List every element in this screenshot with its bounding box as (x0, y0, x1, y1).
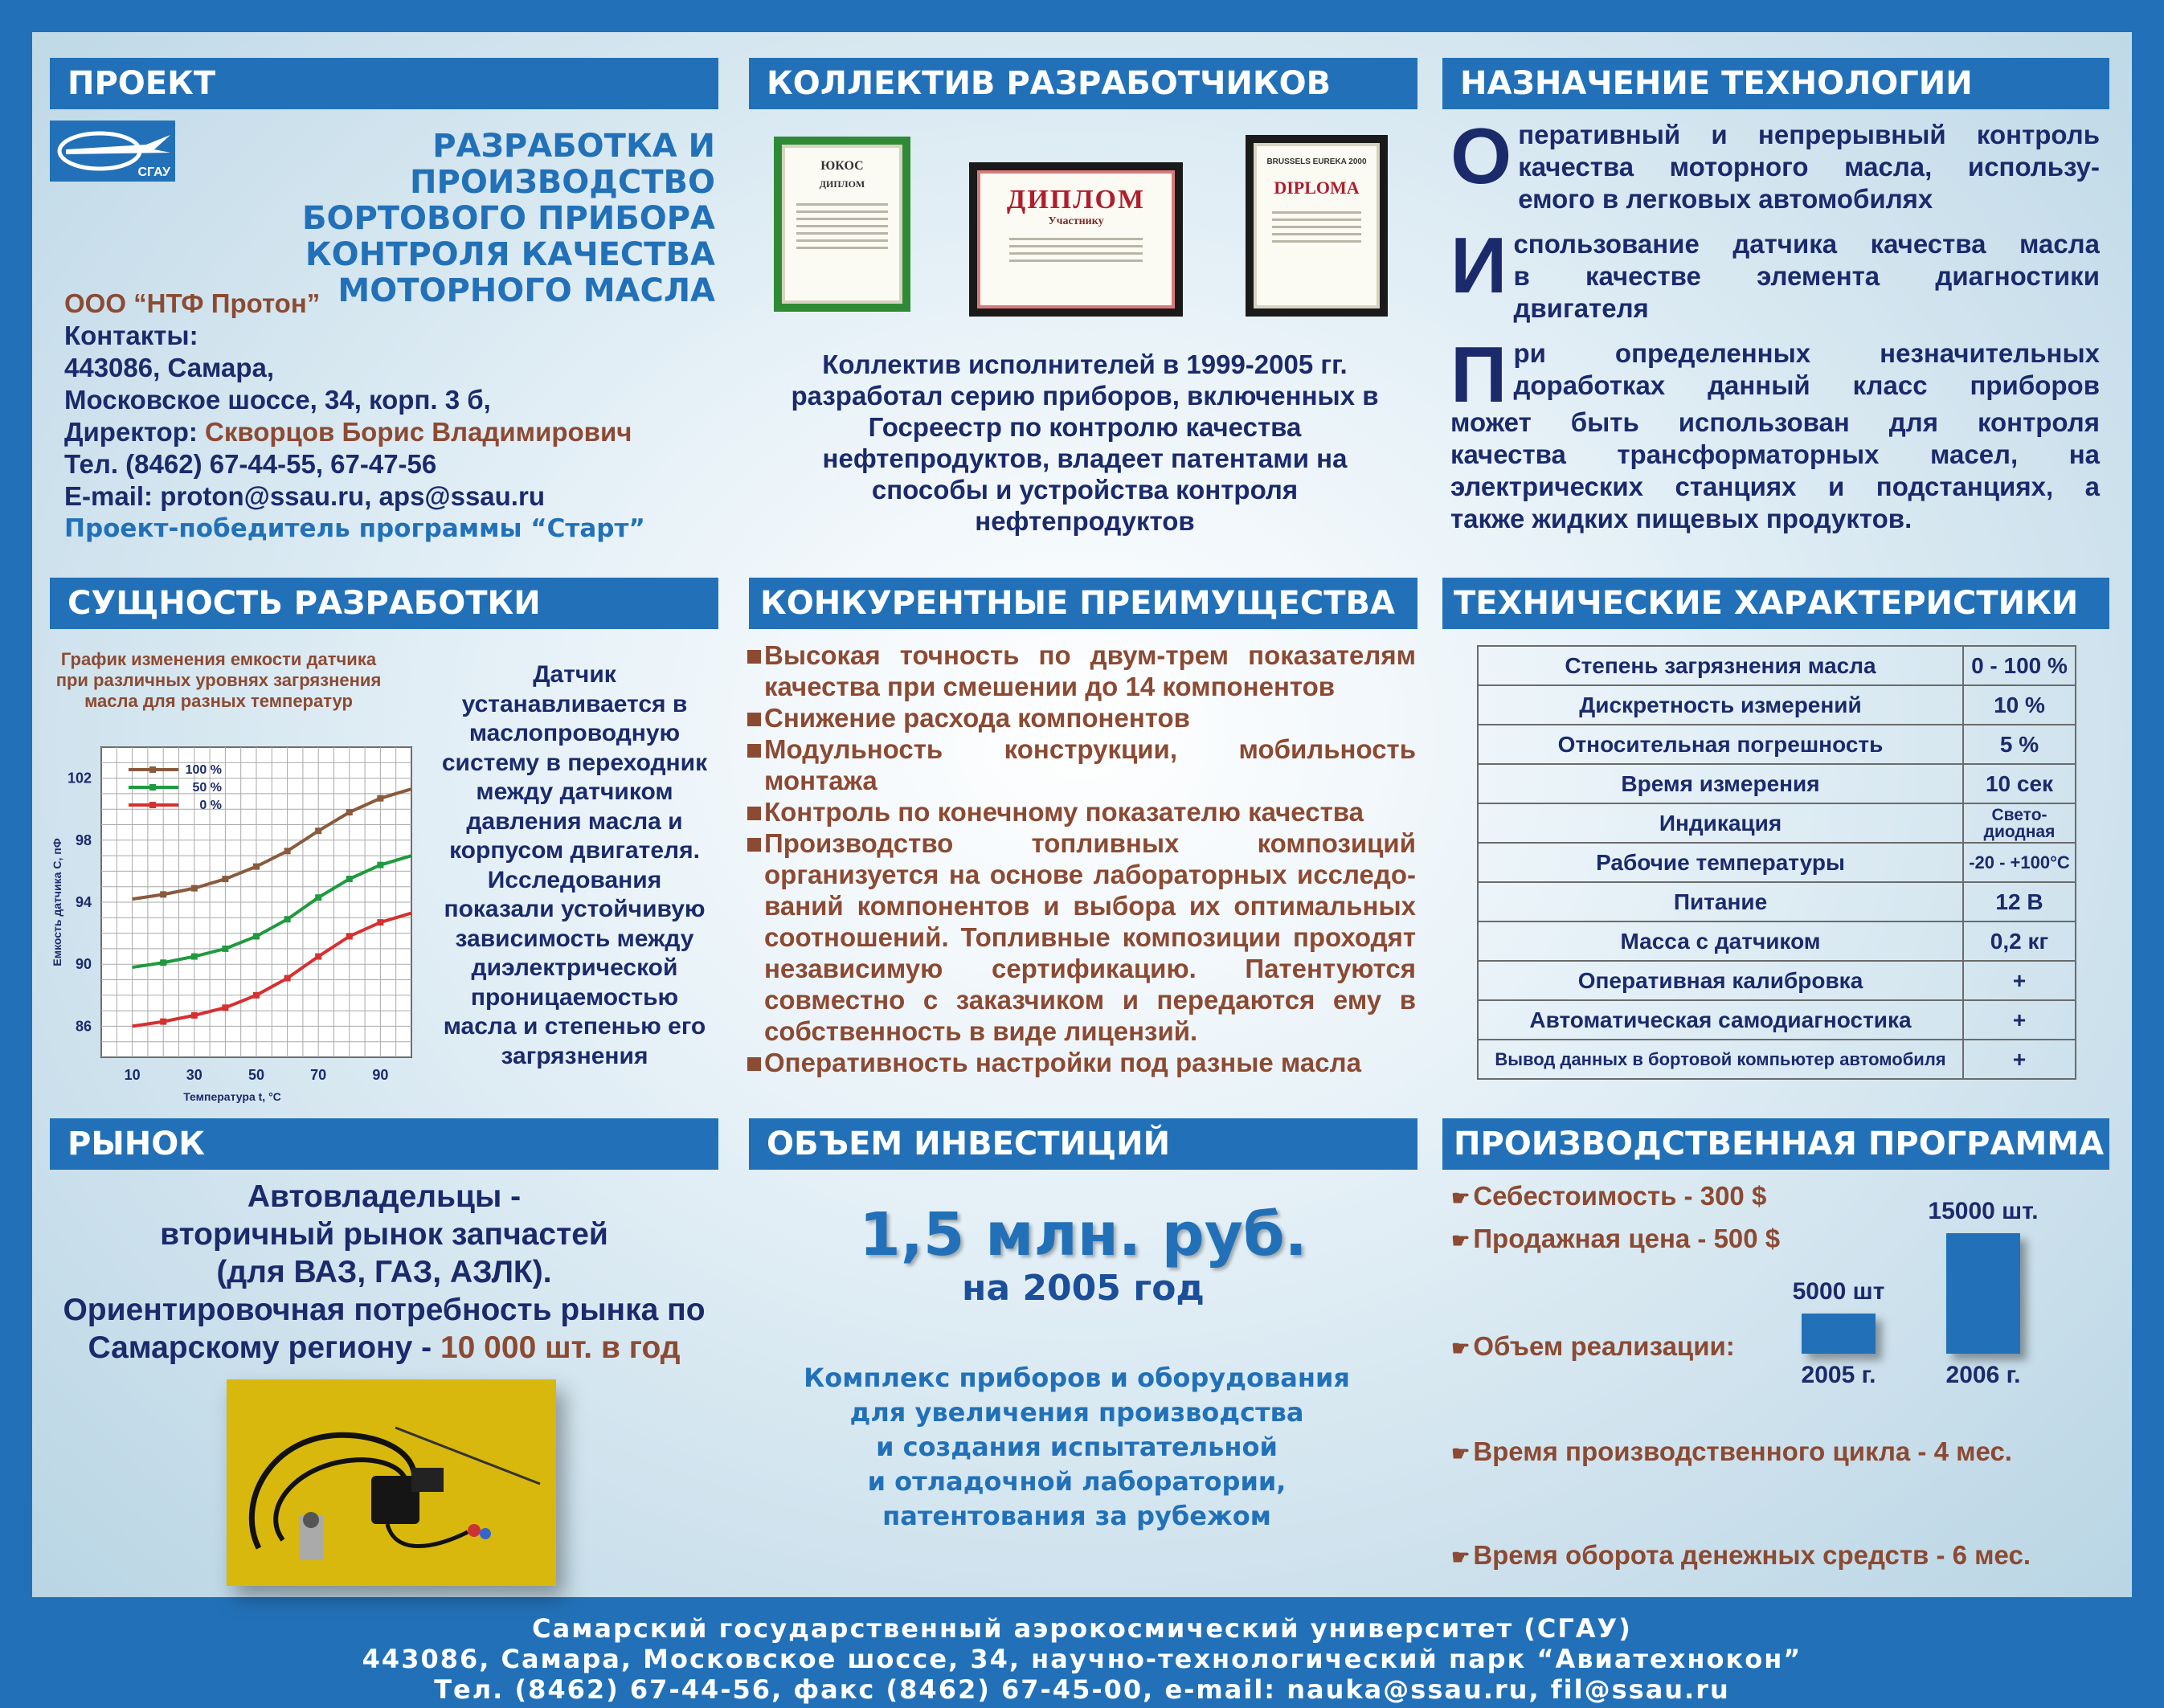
pointing-hand-icon: ☛ (1451, 1186, 1471, 1210)
drop-cap: П (1450, 330, 1507, 419)
data-point (191, 1012, 198, 1019)
data-point (346, 933, 353, 939)
advantage-line: Высокая точность по двум-трем показателям (764, 640, 1416, 670)
spec-row (1478, 882, 2076, 921)
drop-cap: О (1450, 119, 1512, 200)
director-name: Скворцов Борис Владимирович (205, 417, 632, 447)
price-item (1451, 1224, 1780, 1254)
description-line: давления масла и (466, 807, 683, 835)
spec-row (1478, 921, 2076, 961)
advantage-line: соотношений. Топливные композиции проходят (764, 922, 1416, 952)
purpose-paragraph (1450, 228, 2100, 325)
advantage-line: Оперативность настройки под разные масла (764, 1048, 1361, 1077)
purpose-line: качества трансформаторных масел, на (1450, 439, 2100, 469)
y-tick-label: 86 (75, 1018, 92, 1035)
volume-bar-year: 2005 г. (1801, 1362, 1876, 1388)
bullet-square-icon (747, 1057, 761, 1071)
spec-name: Степень загрязнения масла (1478, 646, 1963, 685)
y-tick-label: 94 (75, 894, 92, 910)
spec-value: 0,2 кг (1963, 921, 2076, 961)
data-point (315, 827, 321, 834)
spec-row (1478, 725, 2076, 764)
description-line: диэлектрической (471, 954, 678, 981)
purpose-line: также жидких пищевых продуктов. (1450, 504, 1912, 533)
advantage-line: Снижение расхода компонентов (764, 703, 1190, 733)
description-line: между датчиком (476, 778, 673, 805)
team-description (755, 349, 1414, 537)
volume-bar-chart (1792, 1197, 2049, 1390)
market-demand: 10 000 шт. в год (440, 1330, 681, 1365)
purpose-line: емого в легковых автомобилях (1518, 184, 1933, 214)
turnover-item (1451, 1540, 2031, 1571)
sensor-device-icon (227, 1379, 556, 1586)
contacts-label: Контакты: (64, 321, 198, 350)
purpose-line: ри определенных незначительных (1513, 338, 2100, 368)
purpose-paragraph (1450, 119, 2100, 215)
data-point (222, 876, 228, 882)
chart-caption-line: при различных уровнях загрязнения (55, 670, 382, 690)
spec-row (1478, 685, 2076, 725)
data-point (160, 891, 166, 897)
data-point (253, 933, 260, 939)
address-street: Московское шоссе, 34, корп. 3 б, (64, 385, 491, 415)
pointing-hand-icon: ☛ (1451, 1228, 1471, 1252)
project-title-line: КОНТРОЛЯ КАЧЕСТВА (305, 236, 715, 273)
data-point (160, 959, 166, 966)
advantage-line: организуется на основе лабораторных исследо- (764, 860, 1416, 889)
chart-caption (50, 649, 387, 712)
data-point (346, 809, 353, 815)
diploma-subtitle: Участнику (1048, 215, 1104, 227)
x-tick-label: 50 (247, 1067, 265, 1083)
spec-row (1478, 961, 2076, 1000)
advantage-item (747, 733, 1416, 796)
data-point (284, 975, 291, 982)
volume-bar-label: 5000 шт (1792, 1278, 1885, 1305)
description-line: загрязнения (501, 1042, 648, 1069)
diploma-title: DIPLOMA (1274, 178, 1360, 198)
project-title (177, 129, 715, 309)
advantage-item (747, 1047, 1416, 1078)
spec-row (1478, 803, 2076, 843)
spec-row (1478, 843, 2076, 882)
spec-name: Время измерения (1478, 764, 1963, 803)
spec-value: 10 сек (1963, 764, 2076, 803)
market-line: Самарскому региону - (88, 1330, 440, 1365)
spec-value: + (1963, 1000, 2076, 1040)
spec-name: Масса с датчиком (1478, 921, 1963, 961)
team-text-line: нефтепродуктов, владеет патентами на (822, 443, 1348, 473)
spec-name: Оперативная калибровка (1478, 961, 1963, 1000)
investment-line: для увеличения производства (849, 1397, 1304, 1428)
investment-amount: 1,5 млн. руб. (859, 1200, 1307, 1269)
purpose-line: доработках данный класс приборов (1513, 370, 2100, 400)
bullet-square-icon (747, 713, 761, 726)
data-point (160, 1019, 166, 1025)
market-text (50, 1178, 718, 1367)
spec-name: Относительная погрешность (1478, 725, 1963, 764)
data-point (284, 916, 291, 922)
x-tick-label: 70 (310, 1067, 327, 1083)
spec-name: Вывод данных в бортовой компьютер автомобиля (1478, 1040, 1963, 1079)
data-point (253, 864, 260, 870)
header-specs: ТЕХНИЧЕСКИЕ ХАРАКТЕРИСТИКИ (1442, 578, 2109, 629)
legend-marker (149, 802, 156, 808)
pointing-hand-icon: ☛ (1451, 1441, 1471, 1465)
email: E-mail: proton@ssau.ru, aps@ssau.ru (64, 481, 545, 511)
data-point (315, 954, 321, 960)
investment-description (755, 1361, 1398, 1534)
diploma-subtitle: ДИПЛОМ (819, 178, 865, 190)
investment-block (749, 1201, 1417, 1309)
data-point (191, 885, 198, 892)
advantage-line: ваний компонентов и выбора их оптимальных (764, 891, 1416, 921)
director-label: Директор: (64, 417, 206, 447)
header-essence: СУЩНОСТЬ РАЗРАБОТКИ (50, 578, 718, 629)
spec-value: + (1963, 961, 2076, 1000)
project-contacts (64, 288, 723, 545)
advantage-line: совместно с заказчиком и передаются ему в (764, 985, 1416, 1015)
footer-university: Самарский государственный аэрокосмический университет (СГАУ) (532, 1613, 1632, 1644)
description-line: масла и степенью его (443, 1013, 706, 1040)
x-tick-label: 30 (186, 1067, 202, 1083)
advantages-list (747, 639, 1416, 1078)
ssau-logo (50, 121, 175, 182)
advantage-line: собственность в виде лицензий. (764, 1016, 1198, 1046)
header-project: ПРОЕКТ (50, 58, 718, 109)
data-point (222, 1004, 228, 1011)
chart-caption-line: График изменения емкости датчика (60, 649, 377, 669)
legend-marker (149, 766, 156, 773)
spec-name: Автоматическая самодиагностика (1478, 1000, 1963, 1040)
data-point (253, 992, 260, 999)
data-point (222, 946, 228, 952)
team-text-line: нефтепродуктов (975, 506, 1195, 536)
advantage-line: Производство топливных композиций (764, 828, 1416, 858)
spec-value: + (1963, 1040, 2076, 1079)
spec-name: Рабочие температуры (1478, 843, 1963, 882)
legend-label: 0 % (199, 799, 222, 812)
cost-text: Себестоимость - 300 $ (1473, 1181, 1767, 1211)
header-market: РЫНОК (50, 1118, 718, 1170)
header-investment: ОБЪЕМ ИНВЕСТИЦИЙ (749, 1118, 1417, 1170)
phone: Тел. (8462) 67-44-55, 67-47-56 (64, 449, 437, 479)
market-line: Ориентировочная потребность рынка по (63, 1293, 706, 1327)
advantage-item (747, 796, 1416, 827)
header-production: ПРОИЗВОДСТВЕННАЯ ПРОГРАММА (1442, 1118, 2109, 1170)
spec-row (1478, 1000, 2076, 1040)
header-team: КОЛЛЕКТИВ РАЗРАБОТЧИКОВ (749, 58, 1417, 109)
purpose-line: электрических станциях и подстанциях, а (1450, 472, 2100, 501)
volume-bar (1946, 1233, 2020, 1354)
pointing-hand-icon: ☛ (1451, 1545, 1471, 1569)
bullet-square-icon (747, 650, 761, 664)
investment-line: и отладочной лаборатории, (867, 1466, 1287, 1497)
spec-name: Питание (1478, 882, 1963, 921)
description-line: устанавливается в (461, 690, 688, 717)
description-line: корпусом двигателя. (449, 837, 700, 864)
bullet-square-icon (747, 744, 761, 758)
description-line: проницаемостью (470, 983, 679, 1011)
specs-table (1477, 645, 2076, 1080)
advantage-line: монтажа (764, 766, 877, 795)
spec-name: Дискретность измерений (1478, 685, 1963, 725)
diploma-subtitle: BRUSSELS EUREKA 2000 (1266, 157, 1367, 166)
advantage-line: независимую сертификацию. Патентуются (764, 954, 1416, 983)
cycle-text: Время производственного цикла - 4 мес. (1473, 1436, 2012, 1466)
footer-address: 443086, Самара, Московское шоссе, 34, научно-технологический парк “Авиатехнокон” (362, 1644, 1802, 1674)
diploma-title: ЮКОС (820, 159, 864, 173)
purpose-line: может быть использован для контроля (1450, 407, 2100, 437)
cycle-item (1451, 1436, 2012, 1467)
company-name: ООО “НТФ Протон” (64, 288, 321, 318)
volume-bar-label: 15000 шт. (1928, 1198, 2039, 1224)
spec-value: Свето-диодная (1963, 803, 2076, 843)
investment-line: патентования за рубежом (882, 1501, 1271, 1531)
advantage-item (747, 702, 1416, 733)
spec-value: 10 % (1963, 685, 2076, 725)
pointing-hand-icon: ☛ (1451, 1336, 1471, 1360)
header-purpose: НАЗНАЧЕНИЕ ТЕХНОЛОГИИ (1442, 58, 2109, 109)
volume-bar (1802, 1314, 1876, 1354)
spec-row (1478, 764, 2076, 803)
y-tick-label: 90 (75, 956, 92, 973)
data-point (377, 795, 383, 802)
legend-label: 100 % (185, 763, 222, 777)
x-tick-label: 90 (372, 1067, 389, 1083)
team-text-line: Госреестр по контролю качества (868, 412, 1302, 442)
winner-note: Проект-победитель программы “Старт” (64, 514, 645, 543)
spec-row (1478, 1040, 2076, 1079)
logo-text: СГАУ (137, 165, 170, 179)
description-line: Датчик (533, 661, 616, 688)
purpose-paragraph (1450, 330, 2100, 535)
market-line: (для ВАЗ, ГАЗ, АЗЛК). (216, 1255, 552, 1289)
device-photo (227, 1379, 556, 1586)
spec-value: 5 % (1963, 725, 2076, 764)
purpose-line: двигателя (1513, 293, 1649, 323)
price-text: Продажная цена - 500 $ (1473, 1224, 1781, 1253)
legend-label: 50 % (192, 781, 222, 795)
bullet-square-icon (747, 807, 761, 820)
volume-bar-year: 2006 г. (1945, 1362, 2021, 1388)
y-axis-label: Емкость датчика С, пФ (51, 838, 63, 966)
capacity-chart (50, 739, 419, 1109)
spec-value: 12 В (1963, 882, 2076, 921)
team-text-line: способы и устройства контроля (871, 475, 1299, 505)
data-point (346, 876, 353, 882)
purpose-line: перативный и непрерывный контроль (1518, 120, 2100, 149)
legend-marker (149, 784, 156, 791)
data-point (377, 919, 383, 926)
x-tick-label: 10 (124, 1067, 141, 1083)
project-title-line: РАЗРАБОТКА И ПРОИЗВОДСТВО (410, 128, 715, 201)
diploma-image (1246, 135, 1388, 317)
advantage-line: Контроль по конечному показателю качества (764, 797, 1364, 827)
purpose-line: качества моторного масла, использу- (1518, 152, 2100, 182)
bullet-square-icon (747, 838, 761, 852)
project-title-line: БОРТОВОГО ПРИБОРА (301, 200, 715, 237)
diploma-image (969, 162, 1183, 317)
data-point (315, 894, 321, 901)
advantage-line: Модульность конструкции, мобильность (764, 734, 1416, 764)
chart-caption-line: масла для разных температур (84, 691, 353, 711)
investment-line: и создания испытательной (876, 1432, 1278, 1462)
diploma-title: ДИПЛОМ (1006, 185, 1146, 215)
sensor-description (430, 660, 719, 1071)
turnover-text: Время оборота денежных средств - 6 мес. (1473, 1540, 2031, 1570)
data-point (377, 862, 383, 868)
team-text-line: разработал серию приборов, включенных в (791, 381, 1379, 411)
description-line: зависимость между (455, 925, 694, 952)
purpose-line: в качестве элемента диагностики (1513, 261, 2100, 291)
market-line: вторичный рынок запчастей (160, 1217, 608, 1252)
header-advantages: КОНКУРЕНТНЫЕ ПРЕИМУЩЕСТВА (749, 578, 1417, 629)
volume-text: Объем реализации: (1473, 1331, 1735, 1361)
address-zip: 443086, Самара, (64, 353, 275, 382)
project-title-line: МОТОРНОГО МАСЛА (337, 272, 715, 309)
y-tick-label: 102 (67, 770, 92, 787)
purpose-text (1450, 119, 2100, 535)
description-line: систему в переходник (441, 749, 708, 776)
investment-line: Комплекс приборов и оборудования (804, 1363, 1350, 1393)
description-line: Исследования (487, 866, 662, 893)
y-tick-label: 98 (75, 832, 92, 848)
purpose-line: спользование датчика качества масла (1513, 229, 2100, 259)
spec-value: 0 - 100 % (1963, 646, 2076, 685)
advantage-item (747, 639, 1416, 702)
investment-year: на 2005 год (962, 1268, 1205, 1309)
data-point (191, 954, 198, 960)
spec-value: -20 - +100°С (1963, 843, 2076, 882)
spec-row (1478, 646, 2076, 685)
advantage-item (747, 827, 1416, 1047)
diploma-image (774, 137, 910, 312)
footer-contacts: Тел. (8462) 67-44-56, факс (8462) 67-45-00, e-mail: nauka@ssau.ru, fil@ssau.ru (434, 1674, 1730, 1705)
drop-cap: И (1450, 228, 1507, 309)
advantage-line: качества при смешении до 14 компонентов (764, 672, 1336, 701)
cost-item (1451, 1181, 1766, 1212)
volume-item (1451, 1331, 1735, 1362)
data-point (284, 848, 291, 854)
team-text-line: Коллектив исполнителей в 1999-2005 гг. (822, 349, 1348, 379)
description-line: маслопроводную (468, 720, 681, 746)
market-line: Автовладельцы - (247, 1179, 522, 1214)
x-axis-label: Температура t, °С (183, 1090, 281, 1103)
description-line: показали устойчивую (444, 896, 706, 922)
spec-name: Индикация (1478, 803, 1963, 843)
